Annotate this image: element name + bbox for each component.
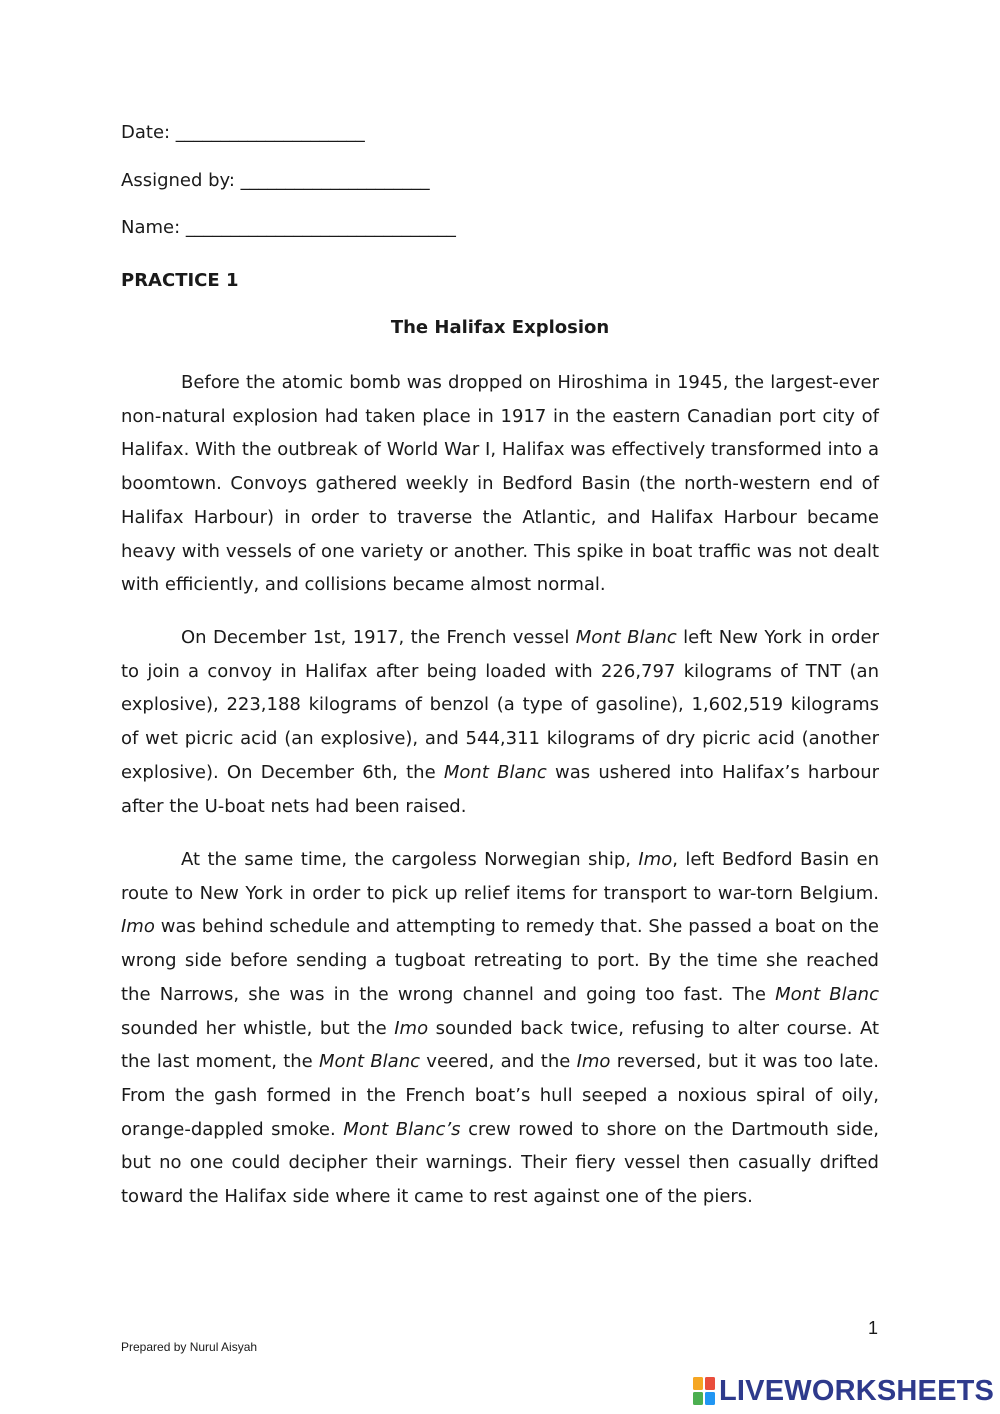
- text-span: On December 1st, 1917, the French vessel: [181, 627, 576, 648]
- ship-name: Mont Blanc: [775, 983, 879, 1005]
- paragraph-2: [121, 621, 879, 823]
- liveworksheets-logo-icon: [693, 1377, 715, 1405]
- text-span: reversed, but it was too late. From the gash formed in the French boat’s hull seeped a noxious spiral of oily, orange-dappled smoke.: [121, 1051, 880, 1140]
- text-span: , left Bedford Basin en route to New York in order to pick up relief items for transport to war-torn Belgium.: [121, 849, 879, 904]
- ship-name: Imo: [121, 916, 155, 938]
- text-span: veered, and the: [420, 1051, 577, 1073]
- page-number: 1: [868, 1318, 879, 1338]
- ship-name: Mont Blanc: [319, 1051, 421, 1073]
- date-field: Date: _____________________: [121, 122, 365, 143]
- ship-name: Imo: [638, 849, 673, 870]
- name-field: Name: ______________________________: [121, 217, 456, 238]
- paragraph-1-text: Before the atomic bomb was dropped on Hiroshima in 1945, the largest-ever non-natural explosion had taken place in 1917 in the eastern Canadian port city of Halifax. With the outbreak of World War I, Halifax was effectively transformed into a boomtown. Convoys gathered weekly in Bedford Basin (the north-western end of Halifax Harbour) in order to traverse the Atlantic, and Halifax Harbour became heavy with vessels of one variety or another. This spike in boat traffic was not dealt with efficiently, and collisions became almost normal.: [121, 372, 879, 596]
- paragraph-1: [121, 366, 879, 602]
- paragraph-3: [121, 843, 879, 1214]
- ship-name: Mont Blanc: [575, 627, 677, 648]
- brand-name: LIVEWORKSHEETS: [719, 1374, 995, 1407]
- text-span: was behind schedule and attempting to remedy that. She passed a boat on the wrong side before sending a tugboat retreating to port. By the time she reached the Narrows, she was in the wrong channel and going too fast. The: [121, 916, 879, 1005]
- liveworksheets-brand[interactable]: [693, 1374, 994, 1408]
- text-span: sounded her whistle, but the: [121, 1017, 395, 1039]
- text-span: At the same time, the cargoless Norwegian ship,: [181, 849, 639, 870]
- ship-name: Mont Blanc’s: [343, 1118, 461, 1140]
- text-span: sounded back twice, refusing to alter course. At the last moment, the: [121, 1017, 879, 1073]
- text-span: was ushered into Halifax’s harbour after the U-boat nets had been raised.: [121, 761, 880, 817]
- text-span: left New York in order to join a convoy in Halifax after being loaded with 226,797 kilograms of TNT (an explosive), 223,188 kilograms of benzol (a type of gasoline), 1,602,519 kilograms of wet picric acid (an explosive), and 544,311 kilograms of dry picric acid (another explosive). On December 6th, the: [121, 627, 879, 783]
- ship-name: Mont Blanc: [443, 761, 547, 783]
- assigned-by-field: Assigned by: _____________________: [121, 170, 430, 191]
- ship-name: Imo: [394, 1017, 429, 1039]
- text-span: crew rowed to shore on the Dartmouth side, but no one could decipher their warnings. Their fiery vessel then casually drifted toward the Halifax side where it came to rest against one of the piers.: [121, 1118, 879, 1208]
- practice-label: PRACTICE 1: [121, 270, 239, 291]
- ship-name: Imo: [576, 1051, 611, 1073]
- page-title: The Halifax Explosion: [390, 317, 610, 338]
- footer-credit: Prepared by Nurul Aisyah: [121, 1340, 258, 1354]
